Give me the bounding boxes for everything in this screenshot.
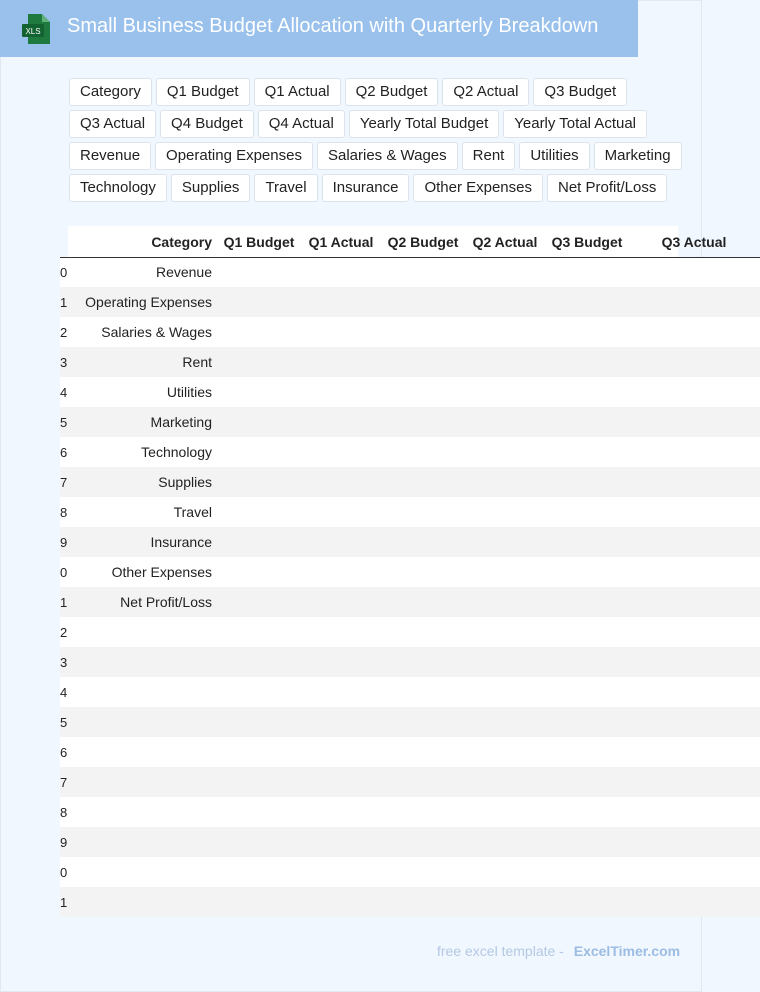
column-header[interactable]: Category <box>74 226 218 257</box>
field-tag[interactable]: Technology <box>69 174 167 202</box>
data-cell[interactable] <box>300 677 382 707</box>
data-cell[interactable] <box>382 287 464 317</box>
table-row <box>60 707 760 737</box>
data-cell[interactable] <box>218 617 300 647</box>
data-cell[interactable] <box>300 527 382 557</box>
column-header[interactable]: Q2 Budget <box>382 226 464 257</box>
data-cell[interactable] <box>464 587 546 617</box>
data-cell[interactable] <box>218 407 300 437</box>
data-cell[interactable] <box>218 707 300 737</box>
table-row <box>60 677 760 707</box>
footer-credit <box>437 943 680 959</box>
field-tag[interactable]: Yearly Total Budget <box>349 110 499 138</box>
row-index: 0 <box>60 557 74 587</box>
data-cell[interactable] <box>628 287 760 317</box>
row-index: 5 <box>60 707 74 737</box>
data-cell[interactable] <box>546 377 628 407</box>
data-cell[interactable] <box>382 347 464 377</box>
data-cell[interactable] <box>382 707 464 737</box>
data-cell[interactable] <box>300 737 382 767</box>
category-cell[interactable] <box>74 767 218 797</box>
data-cell[interactable] <box>628 827 760 857</box>
column-header[interactable]: Q1 Actual <box>300 226 382 257</box>
data-cell[interactable] <box>218 497 300 527</box>
data-cell[interactable] <box>218 557 300 587</box>
budget-table <box>60 226 760 917</box>
row-index: 9 <box>60 527 74 557</box>
data-cell[interactable] <box>464 377 546 407</box>
excel-file-icon <box>22 14 50 44</box>
data-cell[interactable] <box>628 647 760 677</box>
table-row <box>60 407 760 437</box>
data-cell[interactable] <box>628 707 760 737</box>
data-cell[interactable] <box>218 677 300 707</box>
data-cell[interactable] <box>300 407 382 437</box>
field-tag[interactable]: Q4 Budget <box>160 110 254 138</box>
category-cell[interactable]: Insurance <box>74 527 218 557</box>
data-cell[interactable] <box>628 257 760 287</box>
category-cell[interactable]: Marketing <box>74 407 218 437</box>
data-cell[interactable] <box>218 737 300 767</box>
data-cell[interactable] <box>628 497 760 527</box>
data-cell[interactable] <box>546 887 628 917</box>
table-row <box>60 737 760 767</box>
data-cell[interactable] <box>464 887 546 917</box>
row-index: 6 <box>60 437 74 467</box>
data-cell[interactable] <box>464 527 546 557</box>
table-row <box>60 587 760 617</box>
data-cell[interactable] <box>300 767 382 797</box>
column-header[interactable]: Q2 Actual <box>464 226 546 257</box>
field-tag[interactable]: Q2 Budget <box>345 78 439 106</box>
data-cell[interactable] <box>464 617 546 647</box>
category-cell[interactable] <box>74 647 218 677</box>
column-header[interactable]: Q3 Actual <box>628 226 760 257</box>
data-cell[interactable] <box>628 857 760 887</box>
data-cell[interactable] <box>546 767 628 797</box>
category-cell[interactable]: Revenue <box>74 257 218 287</box>
row-index: 2 <box>60 617 74 647</box>
data-cell[interactable] <box>546 617 628 647</box>
data-cell[interactable] <box>300 437 382 467</box>
data-cell[interactable] <box>218 347 300 377</box>
data-cell[interactable] <box>382 317 464 347</box>
footer-brand-link[interactable]: ExcelTimer.com <box>573 943 681 959</box>
field-tag[interactable]: Q3 Actual <box>69 110 156 138</box>
table-row <box>60 437 760 467</box>
data-cell[interactable] <box>218 377 300 407</box>
field-tag[interactable]: Utilities <box>519 142 589 170</box>
data-cell[interactable] <box>382 557 464 587</box>
data-cell[interactable] <box>218 767 300 797</box>
data-cell[interactable] <box>464 407 546 437</box>
data-cell[interactable] <box>628 467 760 497</box>
data-cell[interactable] <box>464 467 546 497</box>
data-cell[interactable] <box>218 647 300 677</box>
category-cell[interactable]: Other Expenses <box>74 557 218 587</box>
data-cell[interactable] <box>382 737 464 767</box>
data-cell[interactable] <box>628 437 760 467</box>
data-cell[interactable] <box>628 557 760 587</box>
data-cell[interactable] <box>300 467 382 497</box>
data-cell[interactable] <box>382 827 464 857</box>
data-cell[interactable] <box>546 437 628 467</box>
data-cell[interactable] <box>382 257 464 287</box>
data-cell[interactable] <box>464 767 546 797</box>
data-cell[interactable] <box>218 257 300 287</box>
data-cell[interactable] <box>382 497 464 527</box>
table-row <box>60 557 760 587</box>
table-row <box>60 887 760 917</box>
row-index: 7 <box>60 767 74 797</box>
data-cell[interactable] <box>546 527 628 557</box>
data-cell[interactable] <box>546 557 628 587</box>
data-cell[interactable] <box>628 377 760 407</box>
column-header[interactable]: Q1 Budget <box>218 226 300 257</box>
row-index: 7 <box>60 467 74 497</box>
footer-label: free excel template - <box>437 943 564 959</box>
field-tag[interactable]: Travel <box>254 174 317 202</box>
data-cell[interactable] <box>628 737 760 767</box>
table-row <box>60 377 760 407</box>
field-tag-list <box>69 78 701 202</box>
data-cell[interactable] <box>218 797 300 827</box>
data-cell[interactable] <box>300 797 382 827</box>
data-cell[interactable] <box>300 617 382 647</box>
data-cell[interactable] <box>300 827 382 857</box>
data-cell[interactable] <box>300 287 382 317</box>
data-cell[interactable] <box>546 407 628 437</box>
category-cell[interactable] <box>74 737 218 767</box>
category-cell[interactable] <box>74 707 218 737</box>
table-row <box>60 347 760 377</box>
data-cell[interactable] <box>546 857 628 887</box>
row-index: 0 <box>60 857 74 887</box>
row-index: 9 <box>60 827 74 857</box>
row-index: 1 <box>60 887 74 917</box>
field-tag[interactable]: Marketing <box>594 142 682 170</box>
row-index: 4 <box>60 677 74 707</box>
data-cell[interactable] <box>628 527 760 557</box>
field-tag[interactable]: Insurance <box>322 174 410 202</box>
data-cell[interactable] <box>546 347 628 377</box>
field-tag[interactable]: Salaries & Wages <box>317 142 458 170</box>
category-cell[interactable] <box>74 677 218 707</box>
category-cell[interactable]: Technology <box>74 437 218 467</box>
data-cell[interactable] <box>546 797 628 827</box>
data-cell[interactable] <box>382 647 464 677</box>
row-index: 2 <box>60 317 74 347</box>
table-row <box>60 647 760 677</box>
data-cell[interactable] <box>300 707 382 737</box>
data-cell[interactable] <box>546 647 628 677</box>
data-cell[interactable] <box>300 857 382 887</box>
field-tag[interactable]: Q4 Actual <box>258 110 345 138</box>
data-cell[interactable] <box>464 647 546 677</box>
field-tag[interactable]: Q1 Budget <box>156 78 250 106</box>
data-cell[interactable] <box>300 347 382 377</box>
data-cell[interactable] <box>464 677 546 707</box>
category-cell[interactable] <box>74 857 218 887</box>
data-cell[interactable] <box>218 467 300 497</box>
field-tag[interactable]: Supplies <box>171 174 251 202</box>
data-cell[interactable] <box>464 707 546 737</box>
table-header-row <box>60 226 760 257</box>
data-cell[interactable] <box>464 437 546 467</box>
data-cell[interactable] <box>382 797 464 827</box>
data-cell[interactable] <box>300 377 382 407</box>
table-row <box>60 527 760 557</box>
data-cell[interactable] <box>382 857 464 887</box>
field-tag[interactable]: Q2 Actual <box>442 78 529 106</box>
data-cell[interactable] <box>218 587 300 617</box>
data-cell[interactable] <box>382 677 464 707</box>
data-cell[interactable] <box>300 317 382 347</box>
data-cell[interactable] <box>546 587 628 617</box>
data-cell[interactable] <box>300 497 382 527</box>
data-cell[interactable] <box>218 437 300 467</box>
data-cell[interactable] <box>300 557 382 587</box>
table-row <box>60 497 760 527</box>
data-cell[interactable] <box>382 617 464 647</box>
data-cell[interactable] <box>464 827 546 857</box>
category-cell[interactable] <box>74 827 218 857</box>
row-index: 4 <box>60 377 74 407</box>
data-cell[interactable] <box>382 587 464 617</box>
data-cell[interactable] <box>628 347 760 377</box>
category-cell[interactable] <box>74 797 218 827</box>
data-cell[interactable] <box>382 527 464 557</box>
data-cell[interactable] <box>546 317 628 347</box>
table-row <box>60 797 760 827</box>
data-cell[interactable] <box>218 287 300 317</box>
column-header[interactable]: Q3 Budget <box>546 226 628 257</box>
data-cell[interactable] <box>464 287 546 317</box>
category-cell[interactable]: Supplies <box>74 467 218 497</box>
data-cell[interactable] <box>628 677 760 707</box>
data-cell[interactable] <box>300 587 382 617</box>
data-cell[interactable] <box>382 377 464 407</box>
data-cell[interactable] <box>546 737 628 767</box>
row-index: 8 <box>60 797 74 827</box>
category-cell[interactable]: Travel <box>74 497 218 527</box>
field-tag[interactable]: Yearly Total Actual <box>503 110 647 138</box>
category-cell[interactable]: Rent <box>74 347 218 377</box>
field-tag[interactable]: Other Expenses <box>413 174 543 202</box>
data-cell[interactable] <box>218 827 300 857</box>
data-cell[interactable] <box>546 827 628 857</box>
data-cell[interactable] <box>628 767 760 797</box>
data-cell[interactable] <box>382 437 464 467</box>
table-row <box>60 767 760 797</box>
data-cell[interactable] <box>300 647 382 677</box>
data-cell[interactable] <box>628 587 760 617</box>
field-tag[interactable]: Operating Expenses <box>155 142 313 170</box>
field-tag[interactable]: Net Profit/Loss <box>547 174 667 202</box>
field-tag[interactable]: Category <box>69 78 152 106</box>
data-cell[interactable] <box>382 407 464 437</box>
svg-text:XLS: XLS <box>25 27 41 36</box>
data-cell[interactable] <box>382 887 464 917</box>
data-cell[interactable] <box>546 677 628 707</box>
data-cell[interactable] <box>218 857 300 887</box>
category-cell[interactable]: Net Profit/Loss <box>74 587 218 617</box>
data-cell[interactable] <box>628 407 760 437</box>
data-cell[interactable] <box>464 497 546 527</box>
data-cell[interactable] <box>546 257 628 287</box>
row-index: 8 <box>60 497 74 527</box>
table-row <box>60 467 760 497</box>
category-cell[interactable]: Operating Expenses <box>74 287 218 317</box>
data-cell[interactable] <box>628 617 760 647</box>
data-cell[interactable] <box>464 317 546 347</box>
data-cell[interactable] <box>546 467 628 497</box>
data-cell[interactable] <box>464 797 546 827</box>
data-cell[interactable] <box>546 287 628 317</box>
data-cell[interactable] <box>464 857 546 887</box>
table-row <box>60 287 760 317</box>
data-cell[interactable] <box>464 257 546 287</box>
category-cell[interactable] <box>74 617 218 647</box>
field-tag[interactable]: Rent <box>462 142 516 170</box>
field-tag[interactable]: Q1 Actual <box>254 78 341 106</box>
data-cell[interactable] <box>464 737 546 767</box>
column-header[interactable] <box>60 226 74 257</box>
data-cell[interactable] <box>218 317 300 347</box>
category-cell[interactable]: Utilities <box>74 377 218 407</box>
data-cell[interactable] <box>464 557 546 587</box>
data-cell[interactable] <box>546 707 628 737</box>
row-index: 0 <box>60 257 74 287</box>
category-cell[interactable] <box>74 887 218 917</box>
row-index: 1 <box>60 287 74 317</box>
table-row <box>60 857 760 887</box>
data-cell[interactable] <box>628 887 760 917</box>
data-cell[interactable] <box>382 767 464 797</box>
data-cell[interactable] <box>218 887 300 917</box>
data-cell[interactable] <box>218 527 300 557</box>
row-index: 5 <box>60 407 74 437</box>
title-banner <box>0 0 638 57</box>
table-row <box>60 827 760 857</box>
page-title: Small Business Budget Allocation with Quarterly Breakdown <box>67 15 599 37</box>
data-cell[interactable] <box>628 317 760 347</box>
data-cell[interactable] <box>300 887 382 917</box>
table-row <box>60 317 760 347</box>
field-tag[interactable]: Q3 Budget <box>533 78 627 106</box>
data-cell[interactable] <box>382 467 464 497</box>
row-index: 3 <box>60 647 74 677</box>
data-cell[interactable] <box>464 347 546 377</box>
data-cell[interactable] <box>300 257 382 287</box>
table-row <box>60 617 760 647</box>
field-tag[interactable]: Revenue <box>69 142 151 170</box>
data-cell[interactable] <box>628 797 760 827</box>
data-table-container[interactable] <box>60 226 727 917</box>
data-cell[interactable] <box>546 497 628 527</box>
table-row <box>60 257 760 287</box>
category-cell[interactable]: Salaries & Wages <box>74 317 218 347</box>
row-index: 3 <box>60 347 74 377</box>
row-index: 6 <box>60 737 74 767</box>
row-index: 1 <box>60 587 74 617</box>
